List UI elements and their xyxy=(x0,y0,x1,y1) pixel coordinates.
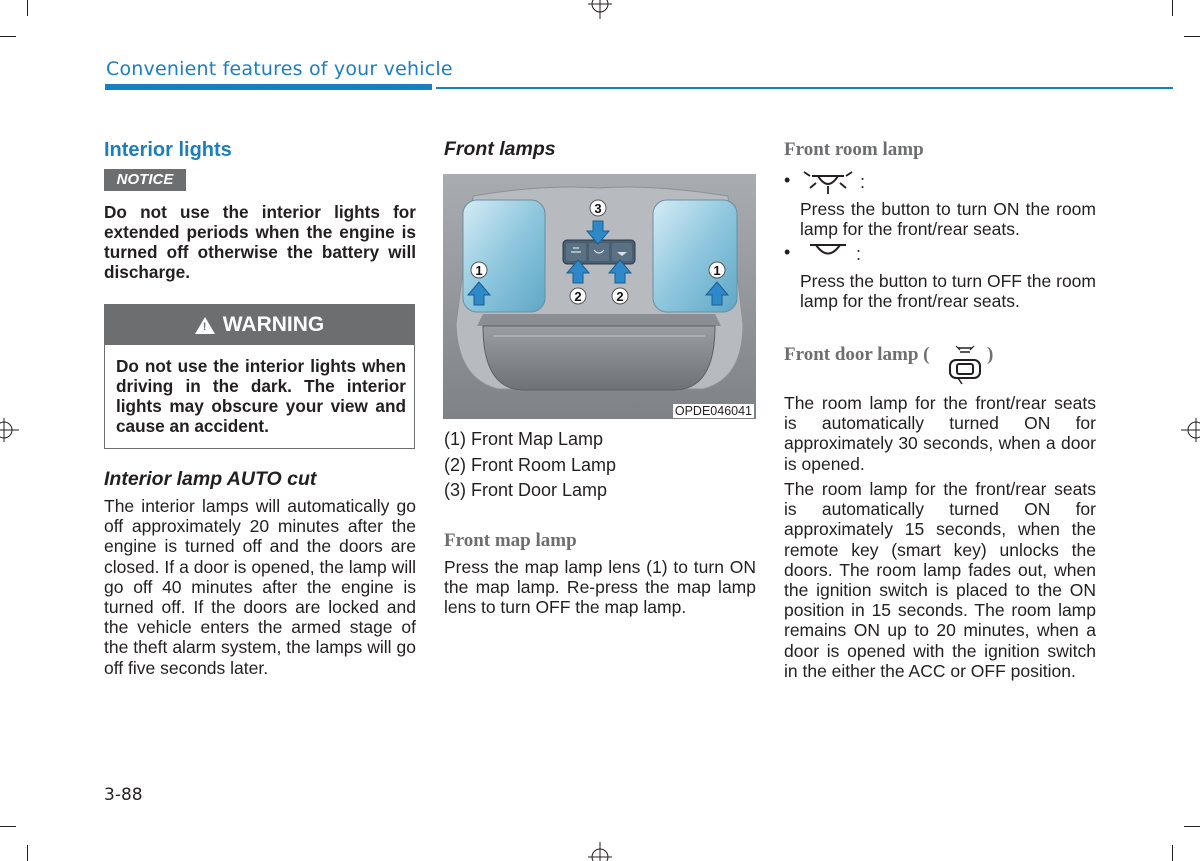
legend-item: (3) Front Door Lamp xyxy=(444,480,608,500)
bullet-colon: : xyxy=(856,244,862,264)
crop-mark xyxy=(1172,0,1173,16)
heading-front-room-lamp: Front room lamp xyxy=(784,139,924,160)
front-lamps-figure xyxy=(443,174,756,419)
warning-label: WARNING xyxy=(222,313,325,336)
callout-number: 2 xyxy=(616,289,624,304)
warning-header xyxy=(105,305,414,345)
crop-mark xyxy=(0,826,16,827)
heading-auto-cut: Interior lamp AUTO cut xyxy=(104,468,317,490)
callout-number: 1 xyxy=(713,263,721,278)
figure-legend xyxy=(444,427,616,504)
overhead-console-illustration xyxy=(443,174,756,419)
heading-front-lamps: Front lamps xyxy=(444,138,556,160)
door-lamp-heading-post: ) xyxy=(987,344,994,365)
page-number: 3-88 xyxy=(104,785,143,805)
warning-box xyxy=(104,304,415,449)
door-lamp-text-1: The room lamp for the front/rear seats is automatically turned ON for approximately 30 seconds, when a door is opened. xyxy=(784,393,1096,474)
crop-mark xyxy=(27,0,28,16)
legend-item: (1) Front Map Lamp xyxy=(444,429,604,449)
map-lamp-text: Press the map lamp lens (1) to turn ON the map lamp. Re-press the map lamp lens to turn OFF the map lamp. xyxy=(444,557,756,618)
crop-mark xyxy=(1184,36,1200,37)
crop-mark xyxy=(1172,845,1173,861)
bullet-colon: : xyxy=(860,172,866,192)
header-rule-thin xyxy=(436,87,1173,89)
registration-mark-right xyxy=(1180,416,1200,444)
callout-number: 1 xyxy=(475,263,483,278)
figure-code: OPDE046041 xyxy=(674,404,752,418)
notice-text: Do not use the interior lights for extended periods when the engine is turned off otherwise the battery will discharge. xyxy=(104,202,416,282)
crop-mark xyxy=(1184,826,1200,827)
bullet-dot: • xyxy=(784,242,791,262)
door-lamp-text-2: The room lamp for the front/rear seats is automatically turned ON for approximately 15 seconds, when the remote key (smart key) unlocks the doors. The room lamp fades out, when the ignition switch is placed to the ON position in 15 seconds. The room lamp remains ON up to 20 minutes, when a door is opened with the ignition switch in the either the ACC or OFF position. xyxy=(784,479,1096,681)
registration-mark-bottom xyxy=(586,841,614,861)
bullet-dot: • xyxy=(784,170,791,190)
door-lamp-heading-pre: Front door lamp ( xyxy=(784,344,930,365)
crop-mark xyxy=(0,36,16,37)
lamp-on-icon xyxy=(802,166,854,196)
legend-item: (2) Front Room Lamp xyxy=(444,454,617,475)
bullet-text: Press the button to turn ON the room lamp for the front/rear seats. xyxy=(800,199,1096,239)
auto-cut-text: The interior lamps will automatically go off approximately 20 minutes after the engine is turned off and the doors are closed. If a door is opened, the lamp will go off 40 minutes after the engine is turned off. If the doors are locked and the vehicle enters the armed stage of the theft alarm system, the lamps will go off five seconds later. xyxy=(104,496,416,678)
heading-front-map-lamp: Front map lamp xyxy=(444,530,577,551)
warning-text: Do not use the interior lights when driving in the dark. The interior lights may obscure your view and cause an accident. xyxy=(116,356,406,436)
registration-mark-top xyxy=(586,0,614,20)
door-lamp-icon xyxy=(944,344,986,386)
lamp-off-icon xyxy=(802,240,854,264)
warning-triangle-icon: ! xyxy=(195,317,215,334)
header-rule-thick xyxy=(105,84,432,90)
heading-interior-lights: Interior lights xyxy=(104,139,232,161)
section-header-title: Convenient features of your vehicle xyxy=(106,58,453,80)
callout-number: 3 xyxy=(594,201,602,216)
bullet-text: Press the button to turn OFF the room lamp for the front/rear seats. xyxy=(800,271,1096,311)
crop-mark xyxy=(27,845,28,861)
notice-badge: NOTICE xyxy=(104,169,186,191)
registration-mark-left xyxy=(0,416,20,444)
callout-number: 2 xyxy=(574,289,582,304)
